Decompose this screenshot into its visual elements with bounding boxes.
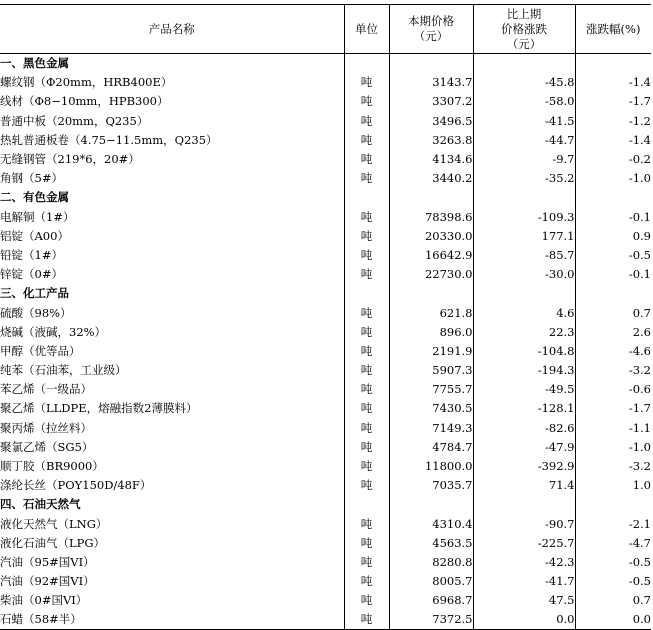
table-row <box>0 265 651 284</box>
price-change-cell <box>473 495 575 514</box>
category-row <box>0 495 651 514</box>
current-price-cell: 8280.8 <box>389 552 473 571</box>
product-name: 顺丁胶（BR9000） <box>0 459 104 474</box>
price-change-cell: 0.0 <box>473 610 575 629</box>
product-name: 螺纹钢（Φ20mm，HRB400E） <box>0 75 173 90</box>
price-change-cell: -392.9 <box>473 456 575 475</box>
unit-cell: 吨 <box>344 361 389 380</box>
table-row <box>0 341 651 360</box>
change-percent-cell: -0.1 <box>575 265 651 284</box>
change-percent-cell: -1.4 <box>575 73 651 92</box>
change-percent-cell: -2.1 <box>575 514 651 533</box>
current-price-cell: 7149.3 <box>389 418 473 437</box>
price-change-cell: -41.7 <box>473 572 575 591</box>
product-name: 柴油（0#国VI） <box>0 593 88 608</box>
product-name: 聚乙烯（LLDPE，熔融指数2薄膜料） <box>0 401 198 416</box>
product-name: 液化天然气（LNG） <box>0 516 108 531</box>
table-row <box>0 418 651 437</box>
price-change-cell: -194.3 <box>473 361 575 380</box>
price-change-cell: 71.4 <box>473 476 575 495</box>
unit-cell: 吨 <box>344 514 389 533</box>
current-price-cell: 5907.3 <box>389 361 473 380</box>
header-current-price: 本期价格 （元） <box>389 5 473 54</box>
change-percent-cell: 0.7 <box>575 591 651 610</box>
table-row <box>0 533 651 552</box>
price-change-cell: -109.3 <box>473 207 575 226</box>
header-name: 产品名称 <box>0 5 344 54</box>
change-percent-cell: -0.1 <box>575 207 651 226</box>
change-percent-cell: 0.9 <box>575 226 651 245</box>
product-name: 液化石油气（LPG） <box>0 535 106 550</box>
product-name: 热轧普通板卷（4.75−11.5mm，Q235） <box>0 132 218 147</box>
price-change-cell <box>473 284 575 303</box>
current-price-cell: 4563.5 <box>389 533 473 552</box>
change-percent-cell: -3.2 <box>575 456 651 475</box>
current-price-cell: 621.8 <box>389 303 473 322</box>
price-change-cell: -35.2 <box>473 169 575 188</box>
price-table <box>0 4 651 630</box>
unit-cell <box>344 495 389 514</box>
current-price-cell: 3263.8 <box>389 130 473 149</box>
table-row <box>0 226 651 245</box>
price-change-cell: 47.5 <box>473 591 575 610</box>
table-row <box>0 73 651 92</box>
current-price-cell: 3143.7 <box>389 73 473 92</box>
current-price-cell <box>389 495 473 514</box>
change-percent-cell: 1.0 <box>575 476 651 495</box>
table-body <box>0 54 651 630</box>
current-price-cell <box>389 188 473 207</box>
price-change-cell: -44.7 <box>473 130 575 149</box>
unit-cell: 吨 <box>344 380 389 399</box>
change-percent-cell: -1.0 <box>575 437 651 456</box>
unit-cell <box>344 284 389 303</box>
category-name: 三、化工产品 <box>0 286 69 301</box>
price-change-cell: 22.3 <box>473 322 575 341</box>
price-change-cell: -85.7 <box>473 245 575 264</box>
current-price-cell: 7035.7 <box>389 476 473 495</box>
product-name: 铅锭（1#） <box>0 247 63 262</box>
price-change-cell: -82.6 <box>473 418 575 437</box>
change-percent-cell <box>575 188 651 207</box>
table-row <box>0 303 651 322</box>
product-name: 线材（Φ8−10mm，HPB300） <box>0 94 169 109</box>
unit-cell: 吨 <box>344 169 389 188</box>
unit-cell: 吨 <box>344 610 389 629</box>
table-row <box>0 399 651 418</box>
unit-cell: 吨 <box>344 399 389 418</box>
change-percent-cell: -0.5 <box>575 572 651 591</box>
current-price-cell: 8005.7 <box>389 572 473 591</box>
change-percent-cell: -3.2 <box>575 361 651 380</box>
unit-cell <box>344 54 389 73</box>
current-price-cell: 22730.0 <box>389 265 473 284</box>
current-price-cell: 3307.2 <box>389 92 473 111</box>
product-name: 无缝钢管（219*6，20#） <box>0 152 140 167</box>
price-change-cell: -225.7 <box>473 533 575 552</box>
unit-cell: 吨 <box>344 207 389 226</box>
unit-cell: 吨 <box>344 92 389 111</box>
price-change-cell <box>473 188 575 207</box>
table-row <box>0 437 651 456</box>
change-percent-cell: -4.7 <box>575 533 651 552</box>
unit-cell: 吨 <box>344 341 389 360</box>
product-name: 汽油（92#国VI） <box>0 574 95 589</box>
table-header <box>0 5 651 54</box>
change-percent-cell: -4.6 <box>575 341 651 360</box>
price-change-cell: -42.3 <box>473 552 575 571</box>
table-row <box>0 456 651 475</box>
unit-cell: 吨 <box>344 226 389 245</box>
price-change-cell: -90.7 <box>473 514 575 533</box>
current-price-cell: 2191.9 <box>389 341 473 360</box>
price-change-cell: 177.1 <box>473 226 575 245</box>
price-change-cell: -58.0 <box>473 92 575 111</box>
current-price-cell <box>389 284 473 303</box>
price-change-cell: 4.6 <box>473 303 575 322</box>
product-name: 涤纶长丝（POY150D/48F） <box>0 478 152 493</box>
change-percent-cell <box>575 284 651 303</box>
table-row <box>0 380 651 399</box>
change-percent-cell <box>575 54 651 73</box>
price-change-cell: -30.0 <box>473 265 575 284</box>
current-price-cell: 16642.9 <box>389 245 473 264</box>
current-price-cell: 3496.5 <box>389 111 473 130</box>
table-row <box>0 322 651 341</box>
change-percent-cell: 0.7 <box>575 303 651 322</box>
change-percent-cell: -0.6 <box>575 380 651 399</box>
table-row <box>0 130 651 149</box>
current-price-cell: 20330.0 <box>389 226 473 245</box>
category-name: 四、石油天然气 <box>0 497 81 512</box>
current-price-cell: 6968.7 <box>389 591 473 610</box>
table-row <box>0 361 651 380</box>
current-price-cell <box>389 54 473 73</box>
product-name: 烧碱（液碱，32%） <box>0 324 107 339</box>
change-percent-cell: -0.2 <box>575 149 651 168</box>
table-row <box>0 245 651 264</box>
price-change-cell: -47.9 <box>473 437 575 456</box>
table-row <box>0 514 651 533</box>
product-name: 汽油（95#国VI） <box>0 554 95 569</box>
table-row <box>0 111 651 130</box>
unit-cell: 吨 <box>344 322 389 341</box>
table-row <box>0 610 651 629</box>
change-percent-cell: -1.2 <box>575 111 651 130</box>
category-row <box>0 188 651 207</box>
current-price-cell: 7755.7 <box>389 380 473 399</box>
product-name: 聚氯乙烯（SG5） <box>0 439 94 454</box>
unit-cell: 吨 <box>344 149 389 168</box>
price-change-cell: -41.5 <box>473 111 575 130</box>
category-row <box>0 284 651 303</box>
current-price-cell: 4310.4 <box>389 514 473 533</box>
change-percent-cell: 0.0 <box>575 610 651 629</box>
current-price-cell: 7372.5 <box>389 610 473 629</box>
product-name: 硫酸（98%） <box>0 305 72 320</box>
unit-cell: 吨 <box>344 245 389 264</box>
change-percent-cell <box>575 495 651 514</box>
product-name: 角钢（5#） <box>0 171 63 186</box>
change-percent-cell: -1.1 <box>575 418 651 437</box>
product-name: 聚丙烯（拉丝料） <box>0 420 92 435</box>
change-percent-cell: -1.4 <box>575 130 651 149</box>
unit-cell: 吨 <box>344 73 389 92</box>
price-change-cell: -104.8 <box>473 341 575 360</box>
unit-cell: 吨 <box>344 130 389 149</box>
unit-cell <box>344 188 389 207</box>
current-price-cell: 3440.2 <box>389 169 473 188</box>
product-name: 石蜡（58#半） <box>0 610 344 629</box>
price-change-cell: -128.1 <box>473 399 575 418</box>
change-percent-cell: -1.7 <box>575 92 651 111</box>
price-change-cell <box>473 54 575 73</box>
change-percent-cell: -0.5 <box>575 245 651 264</box>
product-name: 锌锭（0#） <box>0 267 63 282</box>
category-name: 一、黑色金属 <box>0 56 69 71</box>
unit-cell: 吨 <box>344 476 389 495</box>
unit-cell: 吨 <box>344 456 389 475</box>
table-row <box>0 92 651 111</box>
unit-cell: 吨 <box>344 552 389 571</box>
category-row <box>0 54 651 73</box>
product-name: 铝锭（A00） <box>0 228 69 243</box>
table-row <box>0 572 651 591</box>
current-price-cell: 7430.5 <box>389 399 473 418</box>
unit-cell: 吨 <box>344 533 389 552</box>
unit-cell: 吨 <box>344 111 389 130</box>
table-row <box>0 169 651 188</box>
current-price-cell: 78398.6 <box>389 207 473 226</box>
header-price-change: 比上期 价格涨跌 （元） <box>473 5 575 54</box>
table-row <box>0 476 651 495</box>
price-change-cell: -9.7 <box>473 149 575 168</box>
unit-cell: 吨 <box>344 437 389 456</box>
product-name: 甲醇（优等品） <box>0 343 81 358</box>
table-row <box>0 552 651 571</box>
change-percent-cell: -0.5 <box>575 552 651 571</box>
current-price-cell: 4784.7 <box>389 437 473 456</box>
current-price-cell: 4134.6 <box>389 149 473 168</box>
table-row <box>0 591 651 610</box>
category-name: 二、有色金属 <box>0 190 69 205</box>
current-price-cell: 11800.0 <box>389 456 473 475</box>
price-change-cell: -49.5 <box>473 380 575 399</box>
table-row <box>0 149 651 168</box>
table-row <box>0 207 651 226</box>
unit-cell: 吨 <box>344 418 389 437</box>
header-unit: 单位 <box>344 5 389 54</box>
change-percent-cell: 2.6 <box>575 322 651 341</box>
change-percent-cell: -1.0 <box>575 169 651 188</box>
change-percent-cell: -1.7 <box>575 399 651 418</box>
current-price-cell: 896.0 <box>389 322 473 341</box>
header-change-percent: 涨跌幅(%) <box>575 5 651 54</box>
unit-cell: 吨 <box>344 265 389 284</box>
price-change-cell: -45.8 <box>473 73 575 92</box>
product-name: 苯乙烯（一级品） <box>0 382 92 397</box>
product-name: 电解铜（1#） <box>0 209 75 224</box>
unit-cell: 吨 <box>344 591 389 610</box>
product-name: 普通中板（20mm，Q235） <box>0 113 149 128</box>
unit-cell: 吨 <box>344 572 389 591</box>
product-name: 纯苯（石油苯，工业级） <box>0 363 127 378</box>
unit-cell: 吨 <box>344 303 389 322</box>
